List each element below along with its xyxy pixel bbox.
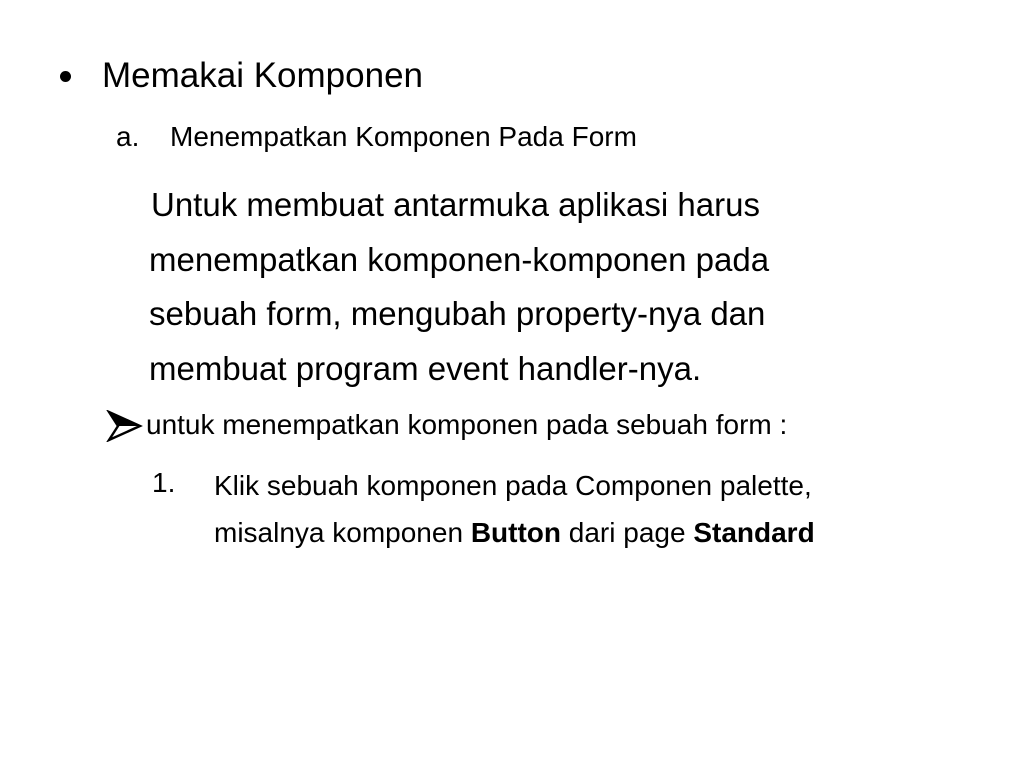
paragraph-line: membuat program event handler-nya. bbox=[149, 349, 702, 387]
step-line-2-middle: dari page bbox=[561, 517, 694, 548]
subheading-marker: a. bbox=[116, 121, 140, 152]
step-text bbox=[214, 462, 815, 556]
button-term: Button bbox=[470, 517, 561, 548]
paragraph-line: sebuah form, mengubah property-nya dan bbox=[149, 295, 766, 332]
slide-subheading: Menempatkan Komponen Pada Form bbox=[170, 121, 637, 152]
standard-term: Standard bbox=[693, 517, 815, 548]
arrow-list-item: untuk menempatkan komponen pada sebuah form : bbox=[146, 409, 788, 440]
step-number: 1. bbox=[152, 467, 176, 498]
bullet-dot-icon bbox=[60, 71, 71, 82]
step-line-2-prefix: misalnya komponen bbox=[214, 517, 471, 548]
slide-heading: Memakai Komponen bbox=[102, 56, 423, 95]
paragraph-line: menempatkan komponen-komponen pada bbox=[149, 240, 770, 278]
body-paragraph bbox=[146, 178, 996, 396]
arrowhead-bullet-icon bbox=[106, 410, 144, 442]
step-line-2 bbox=[214, 509, 815, 556]
paragraph-line: Untuk membuat antarmuka aplikasi harus bbox=[151, 186, 760, 223]
step-line-1: Klik sebuah komponen pada Componen palette, bbox=[214, 470, 812, 501]
